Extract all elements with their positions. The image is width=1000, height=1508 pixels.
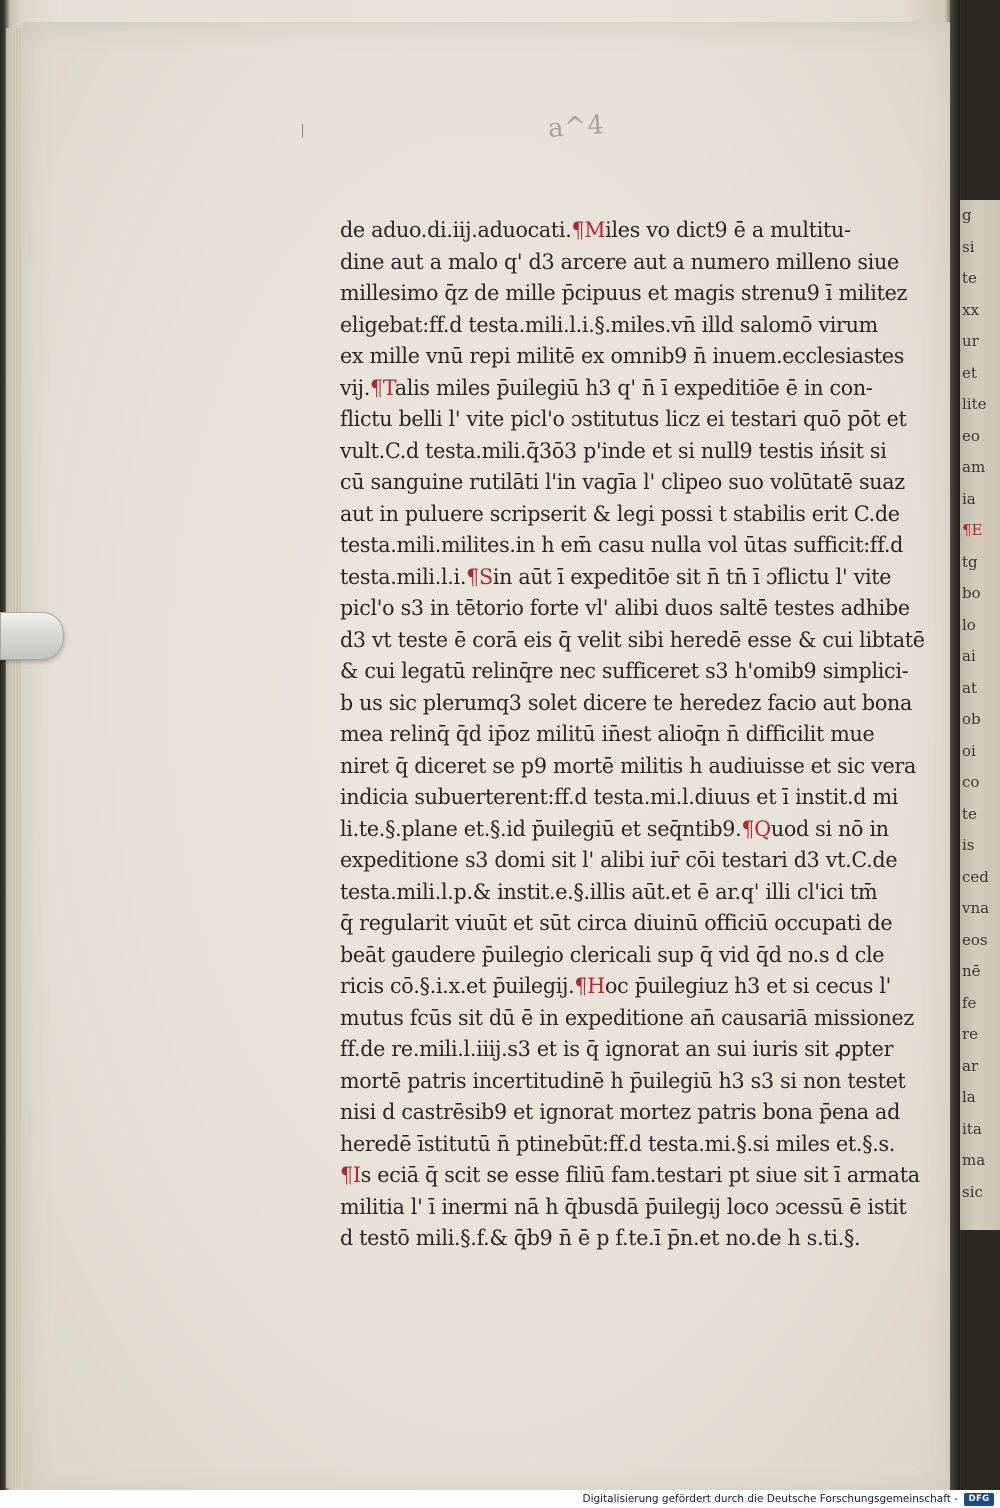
- facing-page-fragment: ita: [962, 1119, 982, 1138]
- facing-page-fragment: lo: [962, 615, 976, 634]
- text-segment: millesimo q̄z de mille p̄cipuus et magis strenu9 ī militez: [340, 281, 908, 305]
- facing-page-fragment: bo: [962, 584, 981, 602]
- facing-page-fragment: oi: [962, 741, 976, 760]
- text-segment: dine aut a malo q' d3 arcere aut a numero milleno siue: [340, 249, 899, 274]
- text-segment: heredē īstitutū n̄ ptinebūt:ff.d testa.mi.§.si miles et.§.s.: [340, 1131, 896, 1156]
- facing-page-fragment: vna: [962, 899, 990, 917]
- facing-page-fragment: at: [962, 678, 977, 697]
- text-segment: li.te.§.plane et.§.id p̄uilegiū et seq̄ntib9.: [340, 816, 742, 841]
- rubricated-initial: ¶H: [574, 974, 605, 998]
- text-segment: d testō mili.§.f.& q̄b9 n̄ ē p f.te.ī p̄n.et no.de h s.ti.§.: [340, 1226, 861, 1250]
- text-line: [340, 278, 930, 310]
- facing-page-fragment: si: [962, 237, 975, 256]
- page-clamp: [0, 612, 64, 660]
- text-line: [340, 1192, 930, 1224]
- text-segment: testa.mili.l.p.& instit.e.§.illis aūt.et ē ar.q' illi cl'ici tm̄: [340, 879, 878, 904]
- text-line: [340, 782, 930, 814]
- text-line: [340, 877, 930, 909]
- text-line: [340, 215, 930, 247]
- text-segment: cū sanguine rutilāti l'in vagīa l' clipeo suo volūtatē suaz: [340, 470, 905, 494]
- text-segment: aut in puluere scripserit & legi possi t stabilis erit C.de: [340, 501, 900, 526]
- text-segment: iles vo dict9 ē a multitu-: [605, 218, 851, 242]
- facing-page-fragment: re: [962, 1025, 979, 1043]
- rubricated-initial: ¶S: [466, 564, 493, 589]
- text-segment: oc p̄uilegiuz h3 et si cecus l': [604, 974, 892, 998]
- dfg-logo: DFG: [964, 1493, 994, 1506]
- facing-page-fragment: ai: [962, 647, 976, 665]
- text-line: [340, 1003, 930, 1035]
- text-line: [340, 499, 930, 531]
- text-segment: testa.mili.milites.in h em̄ casu nulla vol ūtas sufficit:ff.d: [340, 533, 904, 557]
- text-segment: eligebat:ff.d testa.mili.l.i.§.miles.vn̄ illd salomō virum: [340, 312, 878, 337]
- text-line: [340, 530, 930, 562]
- text-segment: testa.mili.l.i.: [340, 564, 467, 589]
- text-segment: d3 vt teste ē corā eis q̄ velit sibi heredē esse & cui libtatē: [340, 627, 925, 652]
- text-line: [340, 373, 930, 405]
- text-segment: vult.C.d testa.mili.q̄3ō3 p'inde et si null9 testis ińsit si: [340, 438, 887, 463]
- text-line: [340, 1129, 930, 1161]
- facing-page-fragment: nē: [962, 962, 981, 980]
- text-line: [340, 625, 930, 657]
- facing-page-fragment: la: [962, 1088, 976, 1106]
- facing-page-fragment: ma: [962, 1151, 986, 1169]
- text-segment: beāt gaudere p̄uilegio clericali sup q̄ vid q̄d no.s d cle: [340, 942, 885, 967]
- text-line: [340, 751, 930, 783]
- text-line: [340, 341, 930, 373]
- facing-page-fragment: eo: [962, 426, 980, 445]
- text-line: [340, 688, 930, 720]
- text-segment: nisi d castrēsib9 et ignorat mortez patris bona p̄ena ad: [340, 1100, 901, 1124]
- rubricated-initial: ¶Q: [741, 816, 771, 841]
- text-line: [340, 1034, 930, 1066]
- facing-page-fragment: te: [962, 269, 977, 287]
- text-segment: picl'o s3 in tētorio forte vl' alibi duos saltē testes adhibe: [340, 596, 910, 620]
- facing-page-fragment: ¶E: [962, 521, 983, 539]
- text-segment: uod si nō in: [770, 816, 889, 841]
- facing-page-fragment: xx: [962, 300, 979, 319]
- text-line: [340, 562, 930, 594]
- rubricated-initial: ¶M: [571, 218, 606, 242]
- text-line: [340, 971, 930, 1003]
- facing-page-fragment: et: [962, 363, 977, 382]
- facing-page-fragment: fe: [962, 993, 977, 1012]
- facing-page-fragment: tg: [962, 552, 978, 571]
- facing-page-fragment: ced: [962, 867, 989, 886]
- text-segment: q̄ regularit viuūt et sūt circa diuinū officiū occupati de: [340, 911, 893, 935]
- facing-page-fragment: ar: [962, 1056, 979, 1075]
- text-line: [340, 247, 930, 279]
- text-segment: mutus fcūs sit dū ē in expeditione an̄ causariā missionez: [340, 1005, 914, 1030]
- text-line: [340, 719, 930, 751]
- facing-page-fragment: ia: [962, 489, 976, 508]
- text-line: [340, 593, 930, 625]
- text-line: [340, 814, 930, 846]
- text-segment: niret q̄ diceret se p9 mortē militis h audiuisse et sic vera: [340, 753, 917, 778]
- margin-tick-mark: [302, 124, 303, 138]
- funding-credit: Digitalisierung gefördert durch die Deutsche Forschungsgemeinschaft -: [582, 1493, 958, 1505]
- text-segment: in aūt ī expeditōe sit n̄ tn̄ ī ɔflictu l' vite: [492, 564, 892, 589]
- text-line: [340, 436, 930, 468]
- facing-page-fragment: lite: [962, 395, 987, 413]
- facing-page-fragment: g: [962, 206, 972, 224]
- text-line: [340, 467, 930, 499]
- text-segment: ff.de re.mili.l.iiij.s3 et is q̄ ignorat an sui iuris sit ꝓpter: [340, 1037, 894, 1061]
- text-segment: ricis cō.§.i.x.et p̄uilegij.: [340, 974, 575, 998]
- text-segment: mortē patris incertitudinē h p̄uilegiū h3 s3 si non testet: [340, 1068, 906, 1093]
- text-segment: mea relinq̄ q̄d ip̄oz militū in̄est alioq̄n n̄ difficilit mue: [340, 722, 875, 746]
- facing-page-fragment: am: [962, 458, 986, 476]
- incunable-text-block: [340, 215, 940, 1255]
- text-segment: alis miles p̄uilegiū h3 q' n̄ ī expeditiōe ē in con-: [394, 375, 873, 400]
- text-segment: militia l' ī inermi nā h q̄busdā p̄uilegij loco ɔcessū ē istit: [340, 1194, 907, 1219]
- facing-page-fragment: eos: [962, 930, 988, 949]
- rubricated-initial: ¶T: [370, 375, 395, 400]
- text-segment: & cui legatū relinq̄re nec sufficeret s3 h'omib9 simplici-: [340, 659, 909, 683]
- text-line: [340, 908, 930, 940]
- text-line: [340, 845, 930, 877]
- text-line: [340, 404, 930, 436]
- facing-page-fragment: co: [962, 773, 980, 791]
- text-segment: b us sic plerumq3 solet dicere te heredez facio aut bona: [340, 690, 912, 715]
- facing-page-fragment: te: [962, 804, 977, 823]
- text-line: [340, 1160, 930, 1192]
- text-line: [340, 940, 930, 972]
- text-segment: indicia subuerterent:ff.d testa.mi.l.diuus et ī instit.d mi: [340, 785, 899, 809]
- text-segment: vij.: [340, 375, 371, 400]
- book-gutter: [950, 0, 960, 1508]
- facing-page-fragment: sic: [962, 1182, 983, 1201]
- text-segment: s eciā q̄ scit se esse filiū fam.testari pt siue sit ī armata: [360, 1163, 920, 1187]
- pencil-signature-mark: a^4: [547, 110, 606, 144]
- text-segment: expeditione s3 domi sit l' alibi iur̄ cōi testari d3 vt.C.de: [340, 848, 898, 872]
- text-segment: de aduo.di.iij.aduocati.: [340, 218, 572, 242]
- facing-page-fragment: ob: [962, 710, 981, 728]
- text-line: [340, 656, 930, 688]
- footer-bar: [0, 1490, 1000, 1508]
- text-line: [340, 1066, 930, 1098]
- facing-page-fragment: is: [962, 836, 975, 854]
- text-segment: flictu belli l' vite picl'o ɔstitutus licz ei testari quō pōt et: [340, 407, 907, 431]
- rubricated-initial: ¶I: [340, 1163, 361, 1187]
- text-line: [340, 310, 930, 342]
- text-line: [340, 1097, 930, 1129]
- text-line: [340, 1223, 930, 1255]
- facing-page-fragment: ur: [962, 332, 979, 350]
- text-segment: ex mille vnū repi militē ex omnib9 n̄ inuem.ecclesiastes: [340, 344, 905, 368]
- facing-page-sliver: [958, 200, 1000, 1230]
